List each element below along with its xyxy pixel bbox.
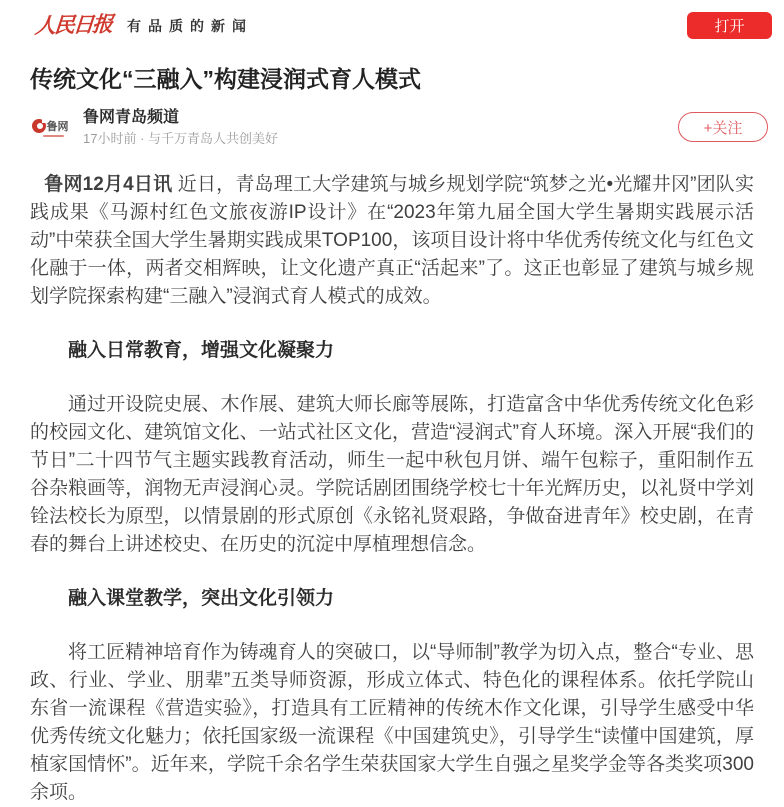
follow-button[interactable]: +关注	[678, 112, 768, 142]
section-heading-2: 融入课堂教学，突出文化引领力	[68, 588, 335, 609]
luwang-logo-subline	[43, 135, 64, 137]
paragraph-intro	[30, 171, 754, 311]
luwang-logo	[32, 118, 69, 134]
open-app-button[interactable]: 打开	[687, 12, 772, 39]
peoples-daily-logo: 人民日报	[34, 12, 113, 38]
dateline: 鲁网12月4日讯	[44, 174, 173, 195]
author-info	[83, 108, 278, 146]
article-body	[30, 171, 754, 807]
paragraph-intro-text: 近日，青岛理工大学建筑与城乡规划学院“筑梦之光•光耀井冈”团队实践成果《马源村红色文旅夜游IP设计》在“2023年第九届全国大学生暑期实践展示活动”中荣获全国大学生暑期实践成果TOP100，该项目设计将中华优秀传统文化与红色文化融于一体，两者交相辉映，让文化遗产真正“活起来”了。这正也彰显了建筑与城乡规划学院探索构建“三融入”浸润式育人模式的成效。	[30, 174, 754, 307]
paragraph-section-2: 将工匠精神培育作为铸魂育人的突破口，以“导师制”教学为切入点，整合“专业、思政、行业、学业、朋辈”五类导师资源，形成立体式、特色化的课程体系。依托学院山东省一流课程《营造实验》，打造具有工匠精神的传统木作文化课，引导学生感受中华优秀传统文化魅力；依托国家级一流课程《中国建筑史》，引导学生“读懂中国建筑，厚植家国情怀”。近年来，学院千余名学生荣获国家大学生自强之星奖学金等各类奖项300余项。	[30, 642, 754, 803]
header-tagline: 有品质的新闻	[127, 17, 253, 34]
avatar[interactable]	[30, 108, 70, 146]
luwang-logo-text: 鲁网	[46, 120, 69, 133]
article-title: 传统文化“三融入”构建浸润式育人模式	[30, 66, 421, 92]
author-name[interactable]: 鲁网青岛频道	[83, 109, 180, 126]
app-header	[0, 0, 784, 42]
section-heading-1: 融入日常教育，增强文化凝聚力	[68, 340, 335, 361]
author-row	[30, 107, 768, 147]
author-meta: 17小时前 · 与千万青岛人共创美好	[83, 131, 279, 146]
luwang-logo-icon	[32, 119, 46, 133]
paragraph-section-1: 通过开设院史展、木作展、建筑大师长廊等展陈，打造富含中华优秀传统文化色彩的校园文化、建筑馆文化、一站式社区文化，营造“浸润式”育人环境。深入开展“我们的节日”二十四节气主题实践教育活动，师生一起中秋包月饼、端午包粽子，重阳制作五谷杂粮画等，润物无声浸润心灵。学院话剧团围绕学校七十年光辉历史，以礼贤中学刘铨法校长为原型，以情景剧的形式原创《永铭礼贤艰路，争做奋进青年》校史剧，在青春的舞台上讲述校史、在历史的沉淀中厚植理想信念。	[30, 394, 754, 555]
